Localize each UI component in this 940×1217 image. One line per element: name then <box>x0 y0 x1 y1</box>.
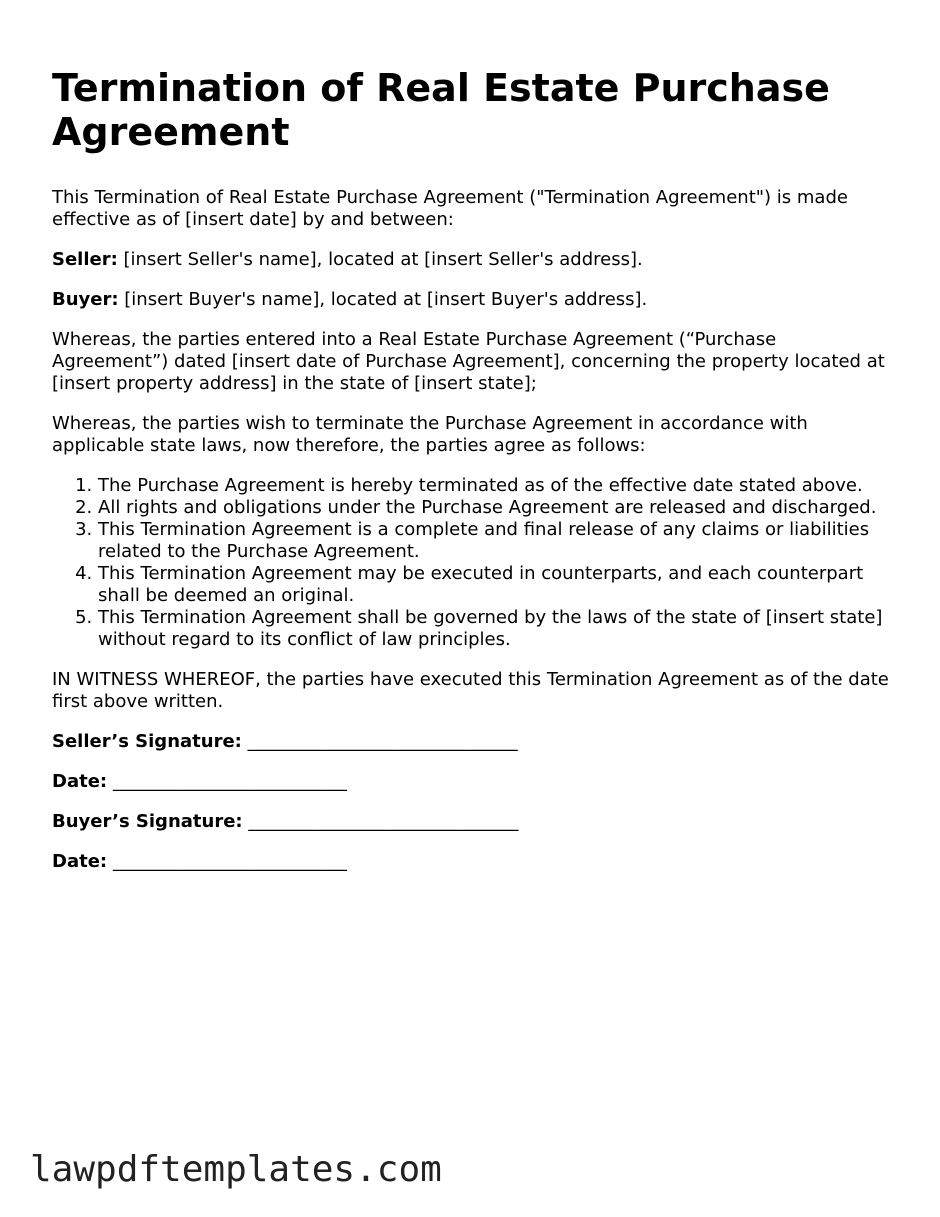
document-title: Termination of Real Estate Purchase Agreement <box>52 66 830 154</box>
term-item: 1. The Purchase Agreement is hereby terminated as of the effective date stated above. <box>98 475 892 497</box>
buyer-label: Buyer: <box>52 289 119 310</box>
whereas-paragraph-1: Whereas, the parties entered into a Real Estate Purchase Agreement (“Purchase Agreement”) dated [insert date of Purchase Agreement], concerning the property located at [insert property address] in the state of [insert state]; <box>52 329 885 394</box>
seller-paragraph <box>52 249 892 271</box>
seller-date-label: Date: <box>52 771 108 792</box>
term-item: 3. This Termination Agreement is a complete and final release of any claims or liabilities related to the Purchase Agreement. <box>98 519 892 563</box>
seller-signature-row <box>52 731 892 753</box>
seller-signature-label: Seller’s Signature: <box>52 731 242 752</box>
buyer-paragraph <box>52 289 892 311</box>
seller-date-line[interactable]: __________________________ <box>107 771 347 792</box>
seller-signature-line[interactable]: ______________________________ <box>241 731 518 752</box>
term-item: 5. This Termination Agreement shall be governed by the laws of the state of [insert state] without regard to its conflict of law principles. <box>98 607 892 651</box>
whereas-paragraph-2: Whereas, the parties wish to terminate the Purchase Agreement in accordance with applicable state laws, now therefore, the parties agree as follows: <box>52 413 808 456</box>
buyer-date-row <box>52 851 892 873</box>
buyer-signature-label: Buyer’s Signature: <box>52 811 243 832</box>
buyer-signature-line[interactable]: ______________________________ <box>242 811 519 832</box>
buyer-date-line[interactable]: __________________________ <box>107 851 347 872</box>
seller-date-row <box>52 771 892 793</box>
intro-paragraph: This Termination of Real Estate Purchase Agreement ("Termination Agreement") is made effective as of [insert date] by and between: <box>52 187 848 230</box>
buyer-text: [insert Buyer's name], located at [insert Buyer's address]. <box>118 289 648 310</box>
witness-paragraph: IN WITNESS WHEREOF, the parties have executed this Termination Agreement as of the date first above written. <box>52 669 889 712</box>
buyer-signature-row <box>52 811 892 833</box>
watermark-footer: lawpdftemplates.com <box>30 1149 442 1190</box>
term-item: 2. All rights and obligations under the Purchase Agreement are released and discharged. <box>98 497 892 519</box>
document-page <box>52 66 892 891</box>
term-item: 4. This Termination Agreement may be executed in counterparts, and each counterpart shall be deemed an original. <box>98 563 892 607</box>
terms-list <box>52 475 892 651</box>
seller-text: [insert Seller's name], located at [insert Seller's address]. <box>117 249 643 270</box>
buyer-date-label: Date: <box>52 851 108 872</box>
seller-label: Seller: <box>52 249 118 270</box>
